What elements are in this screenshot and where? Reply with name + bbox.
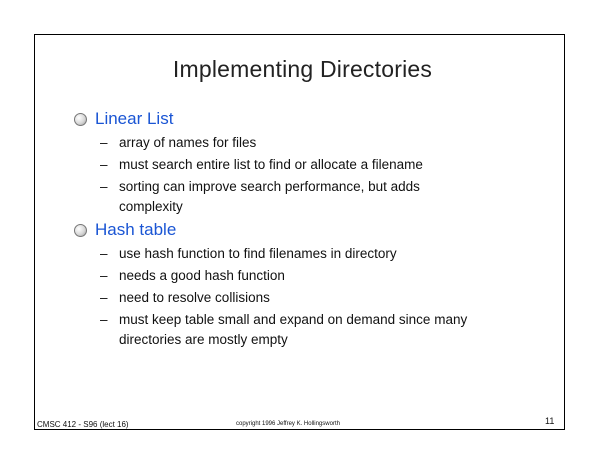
sub-item-text: array of names for files bbox=[119, 135, 257, 150]
dash-icon: – bbox=[100, 290, 108, 305]
dash-icon: – bbox=[100, 135, 108, 150]
sub-item bbox=[100, 133, 540, 153]
bullet-circle-icon bbox=[74, 224, 87, 237]
sub-item-text: needs a good hash function bbox=[119, 268, 285, 283]
footer-copyright: copyright 1996 Jeffrey K. Hollingsworth bbox=[236, 421, 340, 427]
bullet-heading: Linear List bbox=[95, 109, 174, 128]
dash-icon: – bbox=[100, 312, 108, 327]
bullet-circle-icon bbox=[74, 113, 87, 126]
page-number: 11 bbox=[545, 416, 555, 426]
sub-item bbox=[100, 177, 480, 217]
dash-icon: – bbox=[100, 246, 108, 261]
bullet-hash-table bbox=[74, 220, 176, 240]
sub-item bbox=[100, 266, 540, 286]
sub-item bbox=[100, 155, 540, 175]
sub-item-text: must keep table small and expand on demand since many directories are mostly empty bbox=[119, 312, 468, 347]
sub-item bbox=[100, 310, 520, 350]
sub-item bbox=[100, 288, 540, 308]
sub-item-text: need to resolve collisions bbox=[119, 290, 270, 305]
sub-item-text: sorting can improve search performance, but adds complexity bbox=[119, 179, 420, 214]
sub-item-text: must search entire list to find or allocate a filename bbox=[119, 157, 423, 172]
dash-icon: – bbox=[100, 179, 108, 194]
footer-course: CMSC 412 - S96 (lect 16) bbox=[37, 420, 129, 429]
bullet-heading: Hash table bbox=[95, 220, 177, 239]
sub-item bbox=[100, 244, 540, 264]
slide-title: Implementing Directories bbox=[172, 56, 433, 82]
dash-icon: – bbox=[100, 268, 108, 283]
sub-item-text: use hash function to find filenames in directory bbox=[119, 246, 397, 261]
bullet-linear-list bbox=[74, 109, 173, 129]
dash-icon: – bbox=[100, 157, 108, 172]
